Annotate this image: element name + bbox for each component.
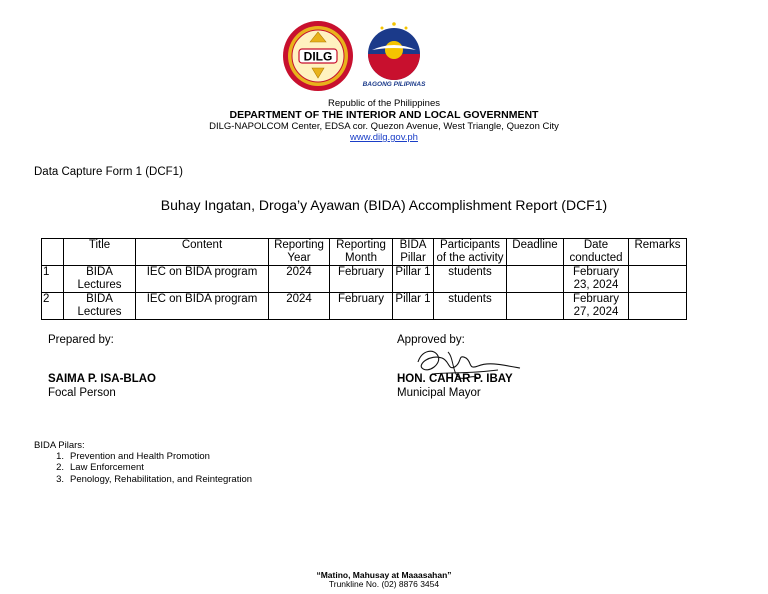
prepared-by-position: Focal Person (48, 387, 116, 399)
prepared-by-label: Prepared by: (48, 334, 114, 346)
list-text: Prevention and Health Promotion (70, 451, 210, 462)
report-title: Buhay Ingatan, Droga’y Ayawan (BIDA) Accomplishment Report (DCF1) (160, 197, 608, 213)
column-header: Reporting Year (269, 239, 330, 266)
dilg-seal-logo (282, 20, 354, 92)
deadline-cell (507, 293, 564, 320)
footer-motto: “Matino, Mahusay at Maaasahan” (316, 570, 452, 580)
table-row (42, 293, 687, 320)
approved-by-label: Approved by: (397, 334, 465, 346)
form-label: Data Capture Form 1 (DCF1) (34, 166, 183, 178)
table-header-row (42, 239, 687, 266)
pillars-list (34, 451, 252, 485)
remarks-cell (629, 293, 687, 320)
department-name: DEPARTMENT OF THE INTERIOR AND LOCAL GOVERNMENT (229, 109, 539, 121)
list-number: 2. (56, 462, 64, 474)
reporting-year-cell: 2024 (269, 266, 330, 293)
accomplishment-table (41, 238, 687, 320)
date-conducted-cell: February 27, 2024 (564, 293, 629, 320)
date-conducted-cell: February 23, 2024 (564, 266, 629, 293)
prepared-by-name: SAIMA P. ISA-BLAO (48, 373, 156, 385)
column-header: Deadline (507, 239, 564, 266)
column-header: Content (136, 239, 269, 266)
reporting-year-cell: 2024 (269, 293, 330, 320)
column-header: Remarks (629, 239, 687, 266)
content-cell: IEC on BIDA program (136, 266, 269, 293)
bida-pillar-cell: Pillar 1 (393, 293, 434, 320)
content-cell: IEC on BIDA program (136, 293, 269, 320)
title-cell: BIDA Lectures (64, 293, 136, 320)
reporting-month-cell: February (330, 266, 393, 293)
participants-cell: students (434, 293, 507, 320)
row-number-cell: 2 (42, 293, 64, 320)
list-number: 3. (56, 473, 64, 485)
title-cell: BIDA Lectures (64, 266, 136, 293)
column-header: Reporting Month (330, 239, 393, 266)
column-header: Title (64, 239, 136, 266)
participants-cell: students (434, 266, 507, 293)
column-header: Participants of the activity (434, 239, 507, 266)
deadline-cell (507, 266, 564, 293)
list-text: Penology, Rehabilitation, and Reintegration (70, 473, 253, 485)
footer-trunkline: Trunkline No. (02) 8876 3454 (328, 579, 440, 589)
reporting-month-cell: February (330, 293, 393, 320)
list-item (34, 451, 252, 462)
department-address: DILG-NAPOLCOM Center, EDSA cor. Quezon Avenue, West Triangle, Quezon City (209, 121, 559, 132)
list-number: 1. (56, 451, 64, 462)
svg-text:DILG: DILG (303, 49, 333, 64)
approved-by-position: Municipal Mayor (397, 387, 481, 399)
list-item (34, 474, 252, 485)
column-header (42, 239, 64, 266)
bagong-pilipinas-text: BAGONG PILIPINAS (362, 81, 426, 88)
header-logos (282, 20, 432, 92)
bida-pillar-cell: Pillar 1 (393, 266, 434, 293)
pillars-title: BIDA Pilars: (34, 440, 85, 451)
list-text: Law Enforcement (70, 462, 144, 474)
website-link[interactable]: www.dilg.gov.ph (350, 132, 418, 143)
row-number-cell: 1 (42, 266, 64, 293)
republic-line: Republic of the Philippines (328, 98, 440, 109)
table-row (42, 266, 687, 293)
remarks-cell (629, 266, 687, 293)
column-header: BIDA Pillar (393, 239, 434, 266)
approved-by-name: HON. CAHAR P. IBAY (397, 373, 513, 385)
column-header: Date conducted (564, 239, 629, 266)
list-item (34, 462, 252, 473)
